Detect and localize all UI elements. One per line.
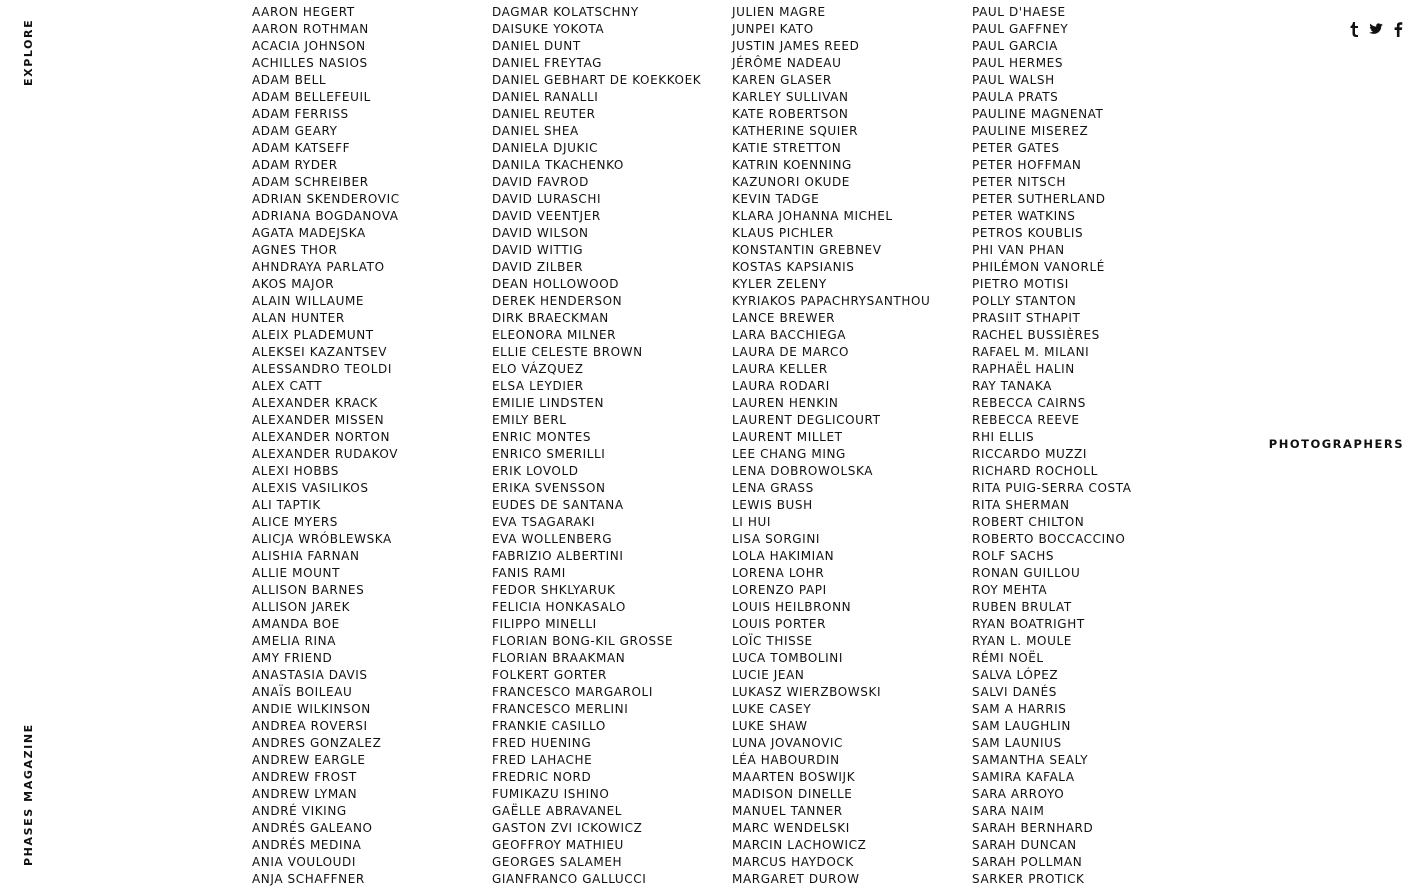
- photographer-link[interactable]: RACHEL BUSSIÈRES: [972, 328, 1100, 342]
- photographer-link[interactable]: LORENZO PAPI: [732, 583, 827, 597]
- photographer-link[interactable]: KYRIAKOS PAPACHRYSANTHOU: [732, 294, 931, 308]
- photographer-link[interactable]: DANIEL GEBHART DE KOEKKOEK: [492, 73, 702, 87]
- photographer-link[interactable]: DAGMAR KOLATSCHNY: [492, 5, 639, 19]
- photographer-link[interactable]: ADAM KATSEFF: [252, 141, 351, 155]
- photographer-link[interactable]: SARAH BERNHARD: [972, 821, 1094, 835]
- photographer-link[interactable]: LAURENT DEGLICOURT: [732, 413, 881, 427]
- photographer-column-3: [732, 4, 968, 888]
- photographer-link[interactable]: ADRIAN SKENDEROVIC: [252, 192, 400, 206]
- photographer-link[interactable]: RITA PUIG-SERRA COSTA: [972, 481, 1132, 495]
- photographer-link[interactable]: DAVID WILSON: [492, 226, 589, 240]
- photographer-link[interactable]: JÉRÔME NADEAU: [732, 56, 842, 70]
- photographer-column-1: [252, 4, 488, 888]
- photographer-link[interactable]: AHNDRAYA PARLATO: [252, 260, 385, 274]
- photographer-link[interactable]: KONSTANTIN GREBNEV: [732, 243, 882, 257]
- photographer-link[interactable]: DANIEL DUNT: [492, 39, 581, 53]
- photographer-link[interactable]: KATE ROBERTSON: [732, 107, 849, 121]
- photographer-link[interactable]: ERIKA SVENSSON: [492, 481, 606, 495]
- photographer-link[interactable]: SAMANTHA SEALY: [972, 753, 1089, 767]
- photographer-link[interactable]: GEOFFROY MATHIEU: [492, 838, 624, 852]
- photographer-link[interactable]: ANJA SCHAFFNER: [252, 872, 365, 886]
- photographer-link[interactable]: RITA SHERMAN: [972, 498, 1070, 512]
- photographer-link[interactable]: LOUIS PORTER: [732, 617, 827, 631]
- photographer-link[interactable]: LOÏC THISSE: [732, 634, 813, 648]
- photographer-link[interactable]: FREDRIC NORD: [492, 770, 592, 784]
- photographers-link[interactable]: PHOTOGRAPHERS: [1268, 437, 1404, 451]
- photographer-link[interactable]: PHI VAN PHAN: [972, 243, 1065, 257]
- photographer-link[interactable]: MAARTEN BOSWIJK: [732, 770, 856, 784]
- photographer-link[interactable]: ANIA VOULOUDI: [252, 855, 357, 869]
- photographer-link[interactable]: ANAÏS BOILEAU: [252, 685, 353, 699]
- photographer-link[interactable]: PETER NITSCH: [972, 175, 1066, 189]
- photographer-link[interactable]: LOUIS HEILBRONN: [732, 600, 852, 614]
- photographer-link[interactable]: ANDRÉS MEDINA: [252, 838, 362, 852]
- photographer-link[interactable]: SAM LAUGHLIN: [972, 719, 1071, 733]
- photographer-link[interactable]: DANILA TKACHENKO: [492, 158, 624, 172]
- photographer-link[interactable]: PETROS KOUBLIS: [972, 226, 1084, 240]
- photographer-link[interactable]: FRED LAHACHE: [492, 753, 593, 767]
- photographer-link[interactable]: ANASTASIA DAVIS: [252, 668, 368, 682]
- photographer-link[interactable]: LAURA KELLER: [732, 362, 828, 376]
- photographer-link[interactable]: ANDRÉS GALEANO: [252, 821, 373, 835]
- photographer-link[interactable]: ANDREW LYMAN: [252, 787, 358, 801]
- photographer-link[interactable]: SALVI DANÉS: [972, 685, 1057, 699]
- photographer-link[interactable]: EMILIE LINDSTEN: [492, 396, 605, 410]
- photographer-link[interactable]: PAUL HERMES: [972, 56, 1064, 70]
- photographer-link[interactable]: ELLIE CELESTE BROWN: [492, 345, 643, 359]
- photographer-link[interactable]: PETER GATES: [972, 141, 1060, 155]
- photographer-link[interactable]: ALEKSEI KAZANTSEV: [252, 345, 388, 359]
- photographer-link[interactable]: KATRIN KOENNING: [732, 158, 852, 172]
- photographer-link[interactable]: ALEXANDER NORTON: [252, 430, 391, 444]
- photographer-link[interactable]: POLLY STANTON: [972, 294, 1077, 308]
- photographer-link[interactable]: SARKER PROTICK: [972, 872, 1085, 886]
- photographer-link[interactable]: FRANCESCO MERLINI: [492, 702, 629, 716]
- photographer-link[interactable]: ENRIC MONTES: [492, 430, 592, 444]
- photographer-link[interactable]: DANIEL FREYTAG: [492, 56, 603, 70]
- photographer-link[interactable]: GASTON ZVI ICKOWICZ: [492, 821, 643, 835]
- photographer-link[interactable]: ANDIE WILKINSON: [252, 702, 371, 716]
- social-links: [1346, 20, 1406, 38]
- photographer-link[interactable]: LUKASZ WIERZBOWSKI: [732, 685, 882, 699]
- photographer-link[interactable]: KLARA JOHANNA MICHEL: [732, 209, 893, 223]
- photographer-link[interactable]: ANDREA ROVERSI: [252, 719, 368, 733]
- photographer-link[interactable]: KATIE STRETTON: [732, 141, 842, 155]
- photographer-link[interactable]: REBECCA CAIRNS: [972, 396, 1086, 410]
- photographer-link[interactable]: ENRICO SMERILLI: [492, 447, 606, 461]
- photographer-link[interactable]: EVA WOLLENBERG: [492, 532, 613, 546]
- photographer-column-4: [972, 4, 1208, 888]
- photographer-link[interactable]: ANDRES GONZALEZ: [252, 736, 382, 750]
- photographer-link[interactable]: LÉA HABOURDIN: [732, 753, 840, 767]
- photographer-link[interactable]: LUCA TOMBOLINI: [732, 651, 844, 665]
- photographer-link[interactable]: ALICJA WRÓBLEWSKA: [252, 532, 392, 546]
- photographer-link[interactable]: LAUREN HENKIN: [732, 396, 839, 410]
- photographer-link[interactable]: DANIELA DJUKIC: [492, 141, 599, 155]
- photographer-link[interactable]: LI HUI: [732, 515, 771, 529]
- photographer-link[interactable]: SAM LAUNIUS: [972, 736, 1062, 750]
- photographer-link[interactable]: PAUL WALSH: [972, 73, 1055, 87]
- photographer-link[interactable]: ROY MEHTA: [972, 583, 1048, 597]
- twitter-icon[interactable]: [1368, 20, 1384, 38]
- photographer-link[interactable]: DANIEL SHEA: [492, 124, 579, 138]
- photographer-link[interactable]: LENA GRASS: [732, 481, 814, 495]
- photographer-link[interactable]: GAËLLE ABRAVANEL: [492, 804, 623, 818]
- photographer-link[interactable]: RAFAEL M. MILANI: [972, 345, 1090, 359]
- photographer-link[interactable]: SARAH POLLMAN: [972, 855, 1083, 869]
- photographer-link[interactable]: PETER HOFFMAN: [972, 158, 1082, 172]
- photographer-link[interactable]: PRASIIT STHAPIT: [972, 311, 1081, 325]
- photographer-index: [252, 4, 1212, 889]
- photographer-link[interactable]: SALVA LÓPEZ: [972, 668, 1059, 682]
- photographer-link[interactable]: FELICIA HONKASALO: [492, 600, 626, 614]
- photographer-link[interactable]: LENA DOBROWOLSKA: [732, 464, 874, 478]
- photographer-column-2: [492, 4, 728, 888]
- photographer-link[interactable]: KAZUNORI OKUDE: [732, 175, 850, 189]
- photographer-link[interactable]: AGNES THOR: [252, 243, 338, 257]
- photographer-link[interactable]: ALICE MYERS: [252, 515, 339, 529]
- photographer-link[interactable]: PAULA PRATS: [972, 90, 1059, 104]
- photographer-link[interactable]: ADAM GEARY: [252, 124, 338, 138]
- photographer-link[interactable]: MANUEL TANNER: [732, 804, 843, 818]
- photographer-link[interactable]: SARA ARROYO: [972, 787, 1065, 801]
- photographer-link[interactable]: FRANKIE CASILLO: [492, 719, 606, 733]
- photographer-link[interactable]: SAMIRA KAFALA: [972, 770, 1075, 784]
- photographer-link[interactable]: ALI TAPTIK: [252, 498, 321, 512]
- photographer-link[interactable]: EVA TSAGARAKI: [492, 515, 595, 529]
- photographer-link[interactable]: RAPHAËL HALIN: [972, 362, 1075, 376]
- photographer-link[interactable]: DIRK BRAECKMAN: [492, 311, 609, 325]
- photographer-link[interactable]: LISA SORGINI: [732, 532, 821, 546]
- photographer-link[interactable]: DAVID ZILBER: [492, 260, 584, 274]
- photographer-link[interactable]: MARC WENDELSKI: [732, 821, 850, 835]
- photographer-link[interactable]: ELO VÁZQUEZ: [492, 362, 584, 376]
- photographer-link[interactable]: DAVID FAVROD: [492, 175, 589, 189]
- photographer-link[interactable]: GIANFRANCO GALLUCCI: [492, 872, 647, 886]
- photographer-link[interactable]: RYAN L. MOULE: [972, 634, 1072, 648]
- photographer-link[interactable]: DAVID LURASCHI: [492, 192, 602, 206]
- photographer-link[interactable]: PAUL D'HAESE: [972, 5, 1066, 19]
- photographer-link[interactable]: JUSTIN JAMES REED: [732, 39, 860, 53]
- photographer-link[interactable]: ALEXIS VASILIKOS: [252, 481, 369, 495]
- photographer-link[interactable]: ADAM RYDER: [252, 158, 338, 172]
- photographer-link[interactable]: FOLKERT GORTER: [492, 668, 607, 682]
- photographer-link[interactable]: SARAH DUNCAN: [972, 838, 1077, 852]
- photographer-link[interactable]: AGATA MADEJSKA: [252, 226, 366, 240]
- photographer-link[interactable]: ALEX CATT: [252, 379, 323, 393]
- photographer-link[interactable]: PIETRO MOTISI: [972, 277, 1069, 291]
- photographer-link[interactable]: PAULINE MAGNENAT: [972, 107, 1104, 121]
- photographer-link[interactable]: ANDREW EARGLE: [252, 753, 366, 767]
- photographer-link[interactable]: LUKE CASEY: [732, 702, 812, 716]
- photographer-link[interactable]: ALLISON JAREK: [252, 600, 351, 614]
- photographer-link[interactable]: KYLER ZELENY: [732, 277, 827, 291]
- photographer-link[interactable]: ANDREW FROST: [252, 770, 357, 784]
- photographer-link[interactable]: ADAM BELLEFEUIL: [252, 90, 371, 104]
- photographer-link[interactable]: AARON HEGERT: [252, 5, 355, 19]
- phases-magazine-link[interactable]: PHASES MAGAZINE: [22, 723, 35, 866]
- photographer-link[interactable]: ELEONORA MILNER: [492, 328, 617, 342]
- photographer-link[interactable]: MARCIN LACHOWICZ: [732, 838, 867, 852]
- photographer-link[interactable]: FABRIZIO ALBERTINI: [492, 549, 624, 563]
- photographer-link[interactable]: ACHILLES NASIOS: [252, 56, 368, 70]
- photographer-link[interactable]: DANIEL REUTER: [492, 107, 596, 121]
- photographer-link[interactable]: LOLA HAKIMIAN: [732, 549, 835, 563]
- photographer-link[interactable]: EUDES DE SANTANA: [492, 498, 624, 512]
- photographer-link[interactable]: MARCUS HAYDOCK: [732, 855, 854, 869]
- photographer-link[interactable]: RONAN GUILLOU: [972, 566, 1081, 580]
- photographer-link[interactable]: GEORGES SALAMEH: [492, 855, 623, 869]
- photographer-link[interactable]: ROBERT CHILTON: [972, 515, 1085, 529]
- tumblr-icon[interactable]: [1346, 20, 1362, 38]
- photographer-link[interactable]: AMY FRIEND: [252, 651, 333, 665]
- photographer-link[interactable]: PETER WATKINS: [972, 209, 1076, 223]
- photographer-link[interactable]: KARLEY SULLIVAN: [732, 90, 849, 104]
- photographer-link[interactable]: ROBERTO BOCCACCINO: [972, 532, 1126, 546]
- photographer-link[interactable]: LARA BACCHIEGA: [732, 328, 847, 342]
- photographer-link[interactable]: DAVID VEENTJER: [492, 209, 601, 223]
- photographer-link[interactable]: SARA NAIM: [972, 804, 1045, 818]
- photographer-link[interactable]: ALEIX PLADEMUNT: [252, 328, 374, 342]
- photographer-link[interactable]: JUNPEI KATO: [732, 22, 814, 36]
- photographer-link[interactable]: ADRIANA BOGDANOVA: [252, 209, 399, 223]
- photographer-link[interactable]: RICHARD ROCHOLL: [972, 464, 1098, 478]
- photographer-link[interactable]: FEDOR SHKLYARUK: [492, 583, 616, 597]
- photographer-link[interactable]: ELSA LEYDIER: [492, 379, 584, 393]
- photographer-link[interactable]: RAY TANAKA: [972, 379, 1052, 393]
- photographer-link[interactable]: RICCARDO MUZZI: [972, 447, 1087, 461]
- photographer-link[interactable]: ACACIA JOHNSON: [252, 39, 366, 53]
- photographer-link[interactable]: FANIS RAMI: [492, 566, 566, 580]
- photographer-link[interactable]: DAISUKE YOKOTA: [492, 22, 605, 36]
- photographer-link[interactable]: RYAN BOATRIGHT: [972, 617, 1085, 631]
- photographer-link[interactable]: ADAM FERRISS: [252, 107, 349, 121]
- photographer-link[interactable]: DANIEL RANALLI: [492, 90, 599, 104]
- photographer-link[interactable]: AMANDA BOE: [252, 617, 340, 631]
- photographer-link[interactable]: JULIEN MAGRE: [732, 5, 826, 19]
- photographer-link[interactable]: PETER SUTHERLAND: [972, 192, 1106, 206]
- photographer-link[interactable]: AARON ROTHMAN: [252, 22, 369, 36]
- photographer-link[interactable]: LUKE SHAW: [732, 719, 808, 733]
- photographer-link[interactable]: LORENA LOHR: [732, 566, 825, 580]
- photographer-link[interactable]: ALEXANDER MISSEN: [252, 413, 385, 427]
- photographer-link[interactable]: KATHERINE SQUIER: [732, 124, 859, 138]
- photographer-link[interactable]: LEWIS BUSH: [732, 498, 813, 512]
- photographer-link[interactable]: ADAM BELL: [252, 73, 327, 87]
- photographer-link[interactable]: LUNA JOVANOVIC: [732, 736, 844, 750]
- photographer-link[interactable]: FUMIKAZU ISHINO: [492, 787, 610, 801]
- photographer-link[interactable]: AMELIA RINA: [252, 634, 337, 648]
- photographer-link[interactable]: KOSTAS KAPSIANIS: [732, 260, 855, 274]
- photographer-link[interactable]: EMILY BERL: [492, 413, 567, 427]
- photographer-link[interactable]: PAULINE MISEREZ: [972, 124, 1089, 138]
- photographer-link[interactable]: DEAN HOLLOWOOD: [492, 277, 620, 291]
- photographer-link[interactable]: RUBEN BRULAT: [972, 600, 1072, 614]
- photographer-link[interactable]: ALEXANDER RUDAKOV: [252, 447, 399, 461]
- photographer-link[interactable]: ALEXANDER KRACK: [252, 396, 378, 410]
- photographer-link[interactable]: REBECCA REEVE: [972, 413, 1080, 427]
- photographer-link[interactable]: FRED HUENING: [492, 736, 592, 750]
- photographer-link[interactable]: ALLIE MOUNT: [252, 566, 341, 580]
- photographer-link[interactable]: MARGARET DUROW: [732, 872, 860, 886]
- photographer-link[interactable]: LUCIE JEAN: [732, 668, 805, 682]
- photographer-link[interactable]: ADAM SCHREIBER: [252, 175, 369, 189]
- photographer-link[interactable]: DEREK HENDERSON: [492, 294, 623, 308]
- explore-link[interactable]: EXPLORE: [22, 18, 35, 86]
- photographer-link[interactable]: FRANCESCO MARGAROLI: [492, 685, 653, 699]
- photographer-link[interactable]: SAM A HARRIS: [972, 702, 1067, 716]
- photographer-link[interactable]: ROLF SACHS: [972, 549, 1055, 563]
- photographer-link[interactable]: FILIPPO MINELLI: [492, 617, 597, 631]
- photographer-link[interactable]: FLORIAN BRAAKMAN: [492, 651, 626, 665]
- photographer-link[interactable]: ALAIN WILLAUME: [252, 294, 365, 308]
- photographer-link[interactable]: ERIK LOVOLD: [492, 464, 579, 478]
- photographer-link[interactable]: DAVID WITTIG: [492, 243, 584, 257]
- photographer-link[interactable]: KLAUS PICHLER: [732, 226, 834, 240]
- photographer-link[interactable]: MADISON DINELLE: [732, 787, 853, 801]
- photographer-link[interactable]: ANDRÉ VIKING: [252, 804, 347, 818]
- photographer-link[interactable]: LAURENT MILLET: [732, 430, 843, 444]
- photographer-link[interactable]: KEVIN TADGE: [732, 192, 820, 206]
- facebook-icon[interactable]: [1390, 20, 1406, 38]
- photographer-link[interactable]: LAURA DE MARCO: [732, 345, 849, 359]
- photographer-link[interactable]: ALESSANDRO TEOLDI: [252, 362, 392, 376]
- photographer-link[interactable]: RHI ELLIS: [972, 430, 1035, 444]
- photographer-link[interactable]: KAREN GLASER: [732, 73, 832, 87]
- photographer-link[interactable]: ALEXI HOBBS: [252, 464, 339, 478]
- photographer-link[interactable]: ALAN HUNTER: [252, 311, 345, 325]
- photographer-link[interactable]: PHILÉMON VANORLÉ: [972, 260, 1105, 274]
- photographer-link[interactable]: ALISHIA FARNAN: [252, 549, 360, 563]
- photographer-link[interactable]: PAUL GAFFNEY: [972, 22, 1069, 36]
- photographer-link[interactable]: AKOS MAJOR: [252, 277, 335, 291]
- photographer-link[interactable]: FLORIAN BONG-KIL GROSSE: [492, 634, 674, 648]
- photographer-link[interactable]: LANCE BREWER: [732, 311, 836, 325]
- photographer-link[interactable]: ALLISON BARNES: [252, 583, 365, 597]
- photographer-link[interactable]: PAUL GARCIA: [972, 39, 1058, 53]
- photographer-link[interactable]: LEE CHANG MING: [732, 447, 846, 461]
- photographer-link[interactable]: RÉMI NOËL: [972, 651, 1044, 665]
- photographer-link[interactable]: LAURA RODARI: [732, 379, 830, 393]
